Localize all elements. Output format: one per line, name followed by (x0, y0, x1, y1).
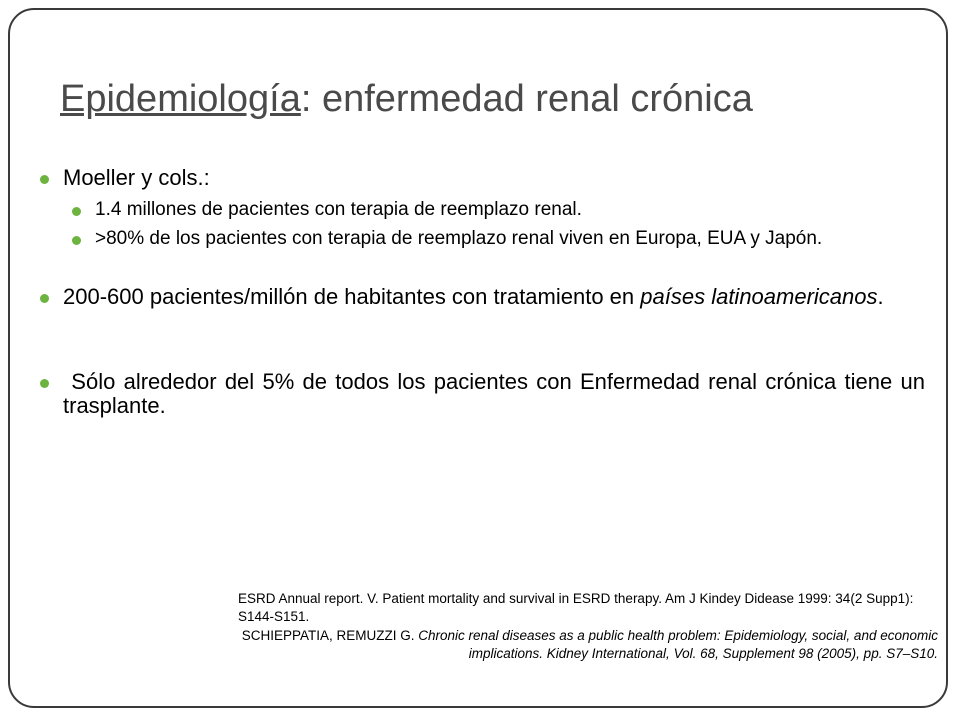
bullet-dot-icon (72, 236, 81, 245)
bullet-text: Sólo alrededor del 5% de todos los pacientes con Enfermedad renal crónica tiene un trasplante. (63, 368, 932, 419)
reference-2-authors: SCHIEPPATIA, REMUZZI G. (241, 628, 419, 644)
reference-2-title: Chronic renal diseases as a public health problem: Epidemiology, social, and economic implications. Kidney International, Vol. 68, Supplement 98 (2005), pp. S7–S10. (418, 628, 938, 661)
text-part: 200-600 pacientes/millón de habitantes con tratamiento en (63, 284, 641, 310)
sub-bullet-1 (72, 199, 925, 220)
title-rest: : enfermedad renal crónica (300, 78, 753, 120)
bullet-dot-icon (40, 379, 49, 388)
reference-1-pages: S144-S151. (238, 608, 310, 624)
title-link[interactable]: Epidemiología (60, 78, 301, 120)
reference-1 (238, 590, 938, 625)
bullet-trasplante (40, 368, 932, 419)
slide-content (40, 160, 932, 419)
bullet-latam (40, 285, 925, 310)
reference-1-text: ESRD Annual report. V. Patient mortality and survival in ESRD therapy. Am J Kindey Didease 1999: 34(2 Supp1): (238, 591, 914, 606)
text-part: . (877, 284, 884, 310)
sub-bullet-text: >80% de los pacientes con terapia de reemplazo renal viven en Europa, EUA y Japón. (95, 227, 823, 249)
bullet-dot-icon (40, 175, 49, 184)
references (238, 590, 938, 662)
sub-bullet-text: 1.4 millones de pacientes con terapia de reemplazo renal. (95, 198, 582, 220)
reference-2 (238, 627, 938, 662)
slide-title (60, 78, 930, 121)
bullet-dot-icon (40, 294, 49, 303)
bullet-text (63, 285, 925, 310)
bullet-text: Moeller y cols.: (63, 165, 210, 190)
bullet-dot-icon (72, 207, 81, 216)
sub-bullet-2 (72, 228, 925, 249)
bullet-moeller (40, 166, 925, 191)
text-italic: países latinoamericanos (640, 284, 878, 310)
